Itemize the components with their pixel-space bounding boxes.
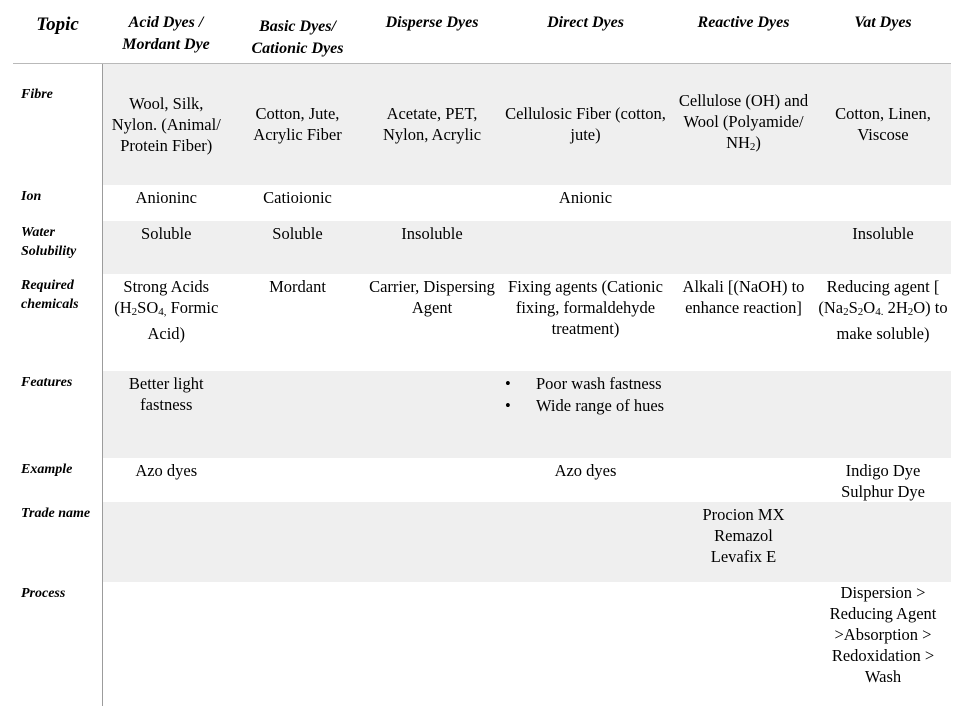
cell-fibre-reactive — [672, 64, 815, 185]
row-label-water-solubility: Water Solubility — [13, 221, 102, 274]
cell-example-disperse — [365, 458, 499, 502]
cell-example-reactive — [672, 458, 815, 502]
header-disperse-dyes: Disperse Dyes — [365, 8, 499, 64]
cell-ion-basic: Catioionic — [263, 187, 332, 207]
header-reactive-dyes: Reactive Dyes — [672, 8, 815, 64]
subscript: 4. — [875, 305, 884, 318]
list-item — [502, 373, 669, 394]
cell-chemicals-basic: Mordant — [269, 276, 326, 296]
cell-process-basic — [230, 582, 365, 706]
cell-chemicals-reactive: Alkali [(NaOH) to enhance reaction] — [682, 276, 805, 317]
cell-chemicals-vat — [815, 274, 951, 371]
cell-features-vat — [815, 371, 951, 458]
header-acid-dyes: Acid Dyes / Mordant Dye — [102, 8, 230, 64]
cell-features-reactive — [672, 371, 815, 458]
row-label-process: Process — [13, 582, 102, 706]
cell-trade-vat — [815, 502, 951, 582]
cell-example-acid: Azo dyes — [135, 460, 198, 480]
cell-trade-basic — [230, 502, 365, 582]
text-part: ) — [755, 133, 761, 153]
bullet: • — [505, 373, 511, 393]
row-label-required-chemicals: Required chemicals — [13, 274, 102, 371]
row-trade-name — [13, 502, 951, 582]
subscript: 2 — [131, 305, 138, 318]
row-label-fibre: Fibre — [13, 64, 102, 185]
cell-ion-acid: Anioninc — [135, 187, 197, 207]
list-item-text: Wide range of hues — [536, 395, 665, 415]
cell-ion-disperse — [365, 185, 499, 221]
row-required-chemicals — [13, 274, 951, 371]
text-part: Reducing agent [ (Na — [818, 276, 940, 317]
cell-solubility-disperse: Insoluble — [365, 221, 499, 274]
cell-fibre-disperse: Acetate, PET, Nylon, Acrylic — [365, 64, 499, 185]
subscript: 4, — [158, 305, 167, 318]
cell-solubility-basic: Soluble — [230, 221, 365, 274]
cell-chemicals-direct: Fixing agents (Cationic fixing, formaldehyde treatment) — [508, 276, 663, 338]
subscript: 2 — [907, 305, 914, 318]
cell-fibre-acid: Wool, Silk, Nylon. (Animal/ Protein Fiber) — [102, 64, 230, 185]
cell-solubility-vat: Insoluble — [815, 221, 951, 274]
subscript: 2 — [857, 305, 864, 318]
cell-example-vat — [815, 458, 951, 502]
features-list — [502, 373, 669, 416]
trade-line: Levafix E — [710, 546, 777, 566]
text-part: SO — [137, 297, 159, 317]
text-part: Cellulose (OH) and Wool (Polyamide/ NH — [678, 91, 809, 153]
row-example — [13, 458, 951, 502]
example-line: Sulphur Dye — [841, 481, 925, 501]
row-label-features: Features — [13, 371, 102, 458]
cell-process-disperse — [365, 582, 499, 706]
subscript: 2 — [749, 141, 756, 154]
row-label-ion: Ion — [13, 185, 102, 221]
trade-line: Procion MX — [702, 504, 785, 524]
cell-process-direct — [499, 582, 672, 706]
header-row — [13, 8, 951, 64]
cell-solubility-reactive — [672, 221, 815, 274]
cell-chemicals-disperse: Carrier, Dispersing Agent — [369, 276, 495, 317]
row-label-example: Example — [13, 458, 102, 502]
subscript: 2 — [843, 305, 849, 318]
trade-line: Remazol — [714, 525, 773, 545]
cell-ion-vat — [815, 185, 951, 221]
cell-chemicals-acid — [102, 274, 230, 371]
cell-fibre-basic: Cotton, Jute, Acrylic Fiber — [230, 64, 365, 185]
text-part: Strong Acids (H — [114, 276, 210, 317]
example-line: Indigo Dye — [845, 460, 921, 480]
cell-features-acid: Better light fastness — [102, 371, 230, 458]
header-direct-dyes: Direct Dyes — [499, 8, 672, 64]
header-basic-dyes: Basic Dyes/ Cationic Dyes — [230, 8, 365, 64]
row-features — [13, 371, 951, 458]
header-topic: Topic — [13, 8, 102, 64]
cell-example-basic — [230, 458, 365, 502]
bullet: • — [505, 395, 511, 415]
row-label-trade-name: Trade name — [13, 502, 102, 582]
cell-trade-acid — [102, 502, 230, 582]
row-ion — [13, 185, 951, 221]
row-process — [13, 582, 951, 706]
cell-features-disperse — [365, 371, 499, 458]
text-part: Formic Acid) — [147, 297, 219, 343]
header-vat-dyes: Vat Dyes — [815, 8, 951, 64]
cell-features-basic — [230, 371, 365, 458]
list-item-text: Poor wash fastness — [536, 373, 662, 393]
cell-ion-direct: Anionic — [558, 187, 613, 207]
cell-trade-disperse — [365, 502, 499, 582]
cell-trade-direct — [499, 502, 672, 582]
cell-process-vat: Dispersion > Reducing Agent >Absorption > Redoxidation > Wash — [829, 582, 937, 686]
row-water-solubility — [13, 221, 951, 274]
cell-process-acid — [102, 582, 230, 706]
cell-fibre-direct: Cellulosic Fiber (cotton, jute) — [499, 64, 672, 185]
cell-process-reactive — [672, 582, 815, 706]
row-fibre — [13, 64, 951, 185]
list-item — [502, 395, 669, 416]
text-part: O) to make soluble) — [836, 297, 948, 343]
text-part: 2H — [883, 297, 908, 317]
text-part: O — [863, 297, 876, 317]
cell-features-direct — [499, 371, 672, 458]
cell-solubility-direct — [499, 221, 672, 274]
dye-comparison-table — [13, 8, 951, 706]
cell-trade-reactive — [672, 502, 815, 582]
text-part: S — [848, 297, 858, 317]
cell-example-direct: Azo dyes — [554, 460, 617, 480]
cell-solubility-acid: Soluble — [102, 221, 230, 274]
cell-fibre-vat: Cotton, Linen, Viscose — [815, 64, 951, 185]
cell-ion-reactive — [672, 185, 815, 221]
